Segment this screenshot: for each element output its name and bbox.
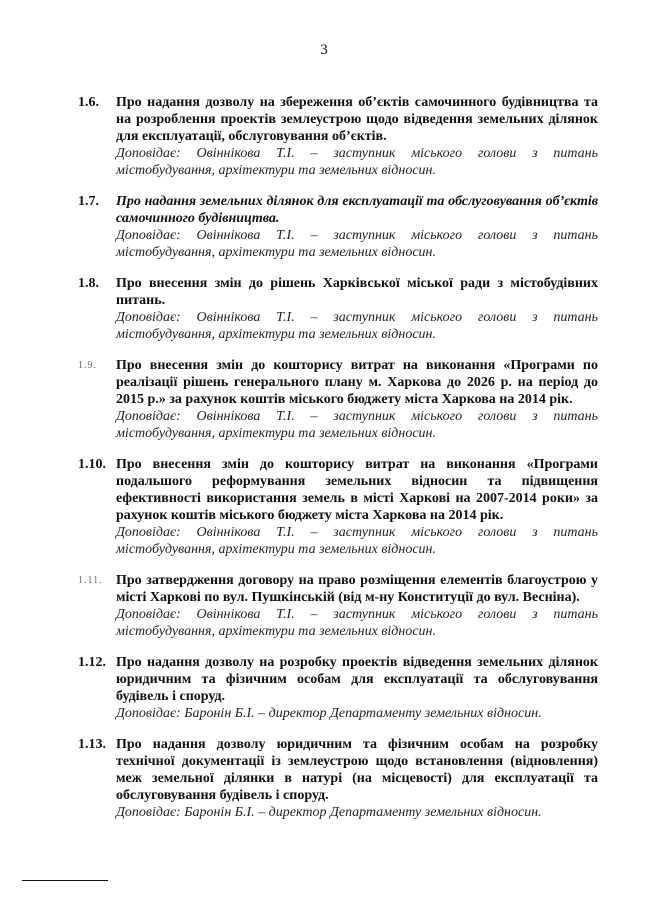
item-number: 1.11. [78,575,103,586]
agenda-item [78,193,598,261]
agenda-list [78,94,598,835]
item-speaker: Доповідає: Овіннікова Т.І. – заступник міського голови з питань містобудування, архітектури та земельних відносин. [116,409,598,441]
item-title: Про надання дозволу на розробку проектів відведення земельних ділянок юридичним та фізичним особам для експлуатації та обслуговування будівель і споруд. [116,655,598,704]
item-speaker: Доповідає: Баронін Б.І. – директор Департаменту земельних відносин. [116,805,542,820]
item-title: Про надання дозволу юридичним та фізичним особам на розробку технічної документації із землеустрою щодо встановлення (відновлення) меж земельної ділянки в натурі (на місцевості) для експлуатації та обслуговування будівель і споруд. [116,737,598,803]
item-speaker: Доповідає: Овіннікова Т.І. – заступник міського голови з питань містобудування, архітектури та земельних відносин. [116,228,598,260]
item-title: Про затвердження договору на право розміщення елементів благоустрою у місті Харкові по вул. Пушкінській (від м-ну Конституції до вул. Весніна). [116,573,598,605]
item-number: 1.8. [78,276,99,291]
item-number: 1.9. [78,360,97,371]
item-speaker: Доповідає: Баронін Б.І. – директор Департаменту земельних відносин. [116,706,542,721]
item-number: 1.10. [78,457,106,472]
agenda-item [78,275,598,343]
agenda-item [78,357,598,442]
item-speaker: Доповідає: Овіннікова Т.І. – заступник міського голови з питань містобудування, архітектури та земельних відносин. [116,310,598,342]
item-title: Про надання дозволу на збереження об’єктів самочинного будівництва та на розроблення проектів землеустрою щодо відведення земельних ділянок для експлуатації, обслуговування об’єктів. [116,95,598,144]
item-title: Про внесення змін до рішень Харківської міської ради з містобудівних питань. [116,276,598,308]
agenda-item [78,94,598,179]
item-title: Про внесення змін до кошторису витрат на виконання «Програми по реалізації рішень генерального плану м. Харкова до 2026 р. на період до 2015 р.» за рахунок коштів міського бюджету міста Харкова на 2014 рік. [116,358,598,407]
agenda-item [78,736,598,821]
item-number: 1.12. [78,655,106,670]
item-speaker: Доповідає: Овіннікова Т.І. – заступник міського голови з питань містобудування, архітектури та земельних відносин. [116,146,598,178]
item-number: 1.7. [78,194,99,209]
agenda-item [78,654,598,722]
item-number: 1.6. [78,95,99,110]
agenda-item [78,456,598,558]
footnote-divider [22,880,108,881]
item-title: Про надання земельних ділянок для експлуатації та обслуговування об’єктів самочинного будівництва. [116,194,598,226]
item-speaker: Доповідає: Овіннікова Т.І. – заступник міського голови з питань містобудування, архітектури та земельних відносин. [116,525,598,557]
item-number: 1.13. [78,737,106,752]
item-title: Про внесення змін до кошторису витрат на виконання «Програми подальшого реформування земельних відносин та підвищення ефективності використання земель в місті Харкові на 2007-2014 роки» за рахунок коштів міського бюджету міста Харкова на 2014 рік. [116,457,598,523]
item-speaker: Доповідає: Овіннікова Т.І. – заступник міського голови з питань містобудування, архітектури та земельних відносин. [116,607,598,639]
agenda-item [78,572,598,640]
page-number: 3 [320,42,328,58]
